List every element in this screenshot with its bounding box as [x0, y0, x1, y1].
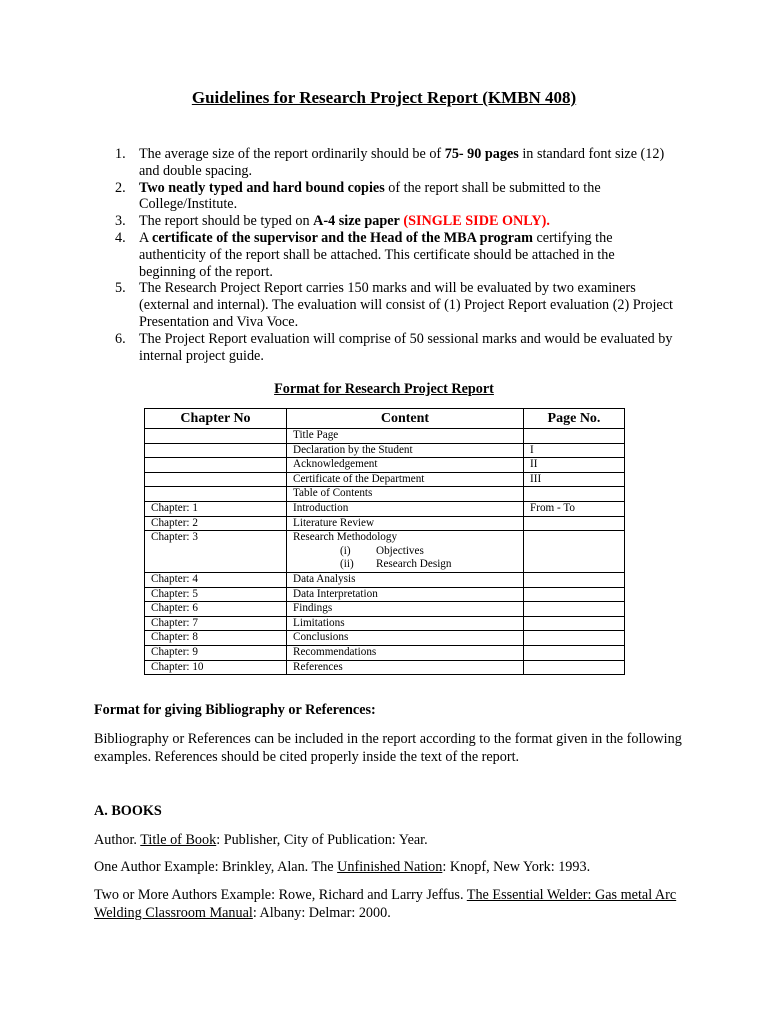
guideline-number: 6.: [115, 330, 126, 347]
page-title: Guidelines for Research Project Report (KMBN 408): [191, 88, 577, 107]
cell-chapter: [145, 429, 287, 444]
guidelines-list: [94, 146, 674, 364]
cell-chapter: Chapter: 8: [145, 631, 287, 646]
cell-page: [524, 516, 625, 531]
two-authors-post: : Albany: Delmar: 2000.: [252, 905, 391, 921]
guideline-text: The report should be typed on: [139, 213, 314, 230]
cell-content: [287, 616, 524, 631]
content-text: Limitations: [293, 616, 345, 629]
content-text: Findings: [293, 602, 333, 615]
guideline-number: 4.: [115, 229, 126, 246]
cell-chapter: Chapter: 4: [145, 572, 287, 587]
cell-chapter: [145, 458, 287, 473]
book-format-line: [94, 831, 684, 849]
content-text: Recommendations: [293, 645, 377, 658]
cell-chapter: Chapter: 9: [145, 645, 287, 660]
guideline-item: [94, 146, 674, 180]
header-chapter-no: Chapter No: [145, 409, 287, 429]
guideline-text: of the report shall be submitted to the College/Institute.: [139, 179, 601, 213]
format-table: [144, 408, 625, 675]
cell-chapter: Chapter: 3: [145, 531, 287, 573]
table-row: [145, 631, 625, 646]
one-author-example: [94, 858, 684, 876]
one-author-post: : Knopf, New York: 1993.: [442, 859, 591, 875]
table-row: [145, 616, 625, 631]
sub-item-number: (ii): [340, 558, 354, 571]
guideline-item: [94, 230, 674, 280]
cell-page: [524, 429, 625, 444]
guideline-text: A: [139, 229, 153, 246]
table-row: [145, 501, 625, 516]
content-text: Literature Review: [293, 516, 375, 529]
cell-content: [287, 472, 524, 487]
content-text: Declaration by the Student: [293, 443, 413, 456]
cell-page: [524, 645, 625, 660]
cell-content: [287, 429, 524, 444]
header-content: Content: [287, 409, 524, 429]
guideline-text: (SINGLE SIDE ONLY): [403, 213, 547, 230]
sub-item: [293, 558, 517, 572]
cell-content: [287, 501, 524, 516]
cell-page: [524, 660, 625, 675]
guideline-text: The average size of the report ordinarily should be of: [139, 146, 445, 162]
table-row: [145, 487, 625, 502]
guideline-text: The Research Project Report carries 150 marks and will be evaluated by two examiners (external and internal). The evaluation will consist of (1) Project Report evaluation (2) Project Presentation and Viva Voce.: [139, 280, 673, 330]
table-row: [145, 531, 625, 573]
cell-page: [524, 631, 625, 646]
guideline-item: [94, 180, 674, 214]
two-authors-pre: Two or More Authors Example: Rowe, Richard and Larry Jeffus.: [94, 887, 467, 903]
guideline-text: Two neatly typed and hard bound copies: [139, 179, 385, 196]
two-authors-example: [94, 886, 684, 922]
table-row: [145, 587, 625, 602]
cell-page: [524, 572, 625, 587]
two-authors-title: The Essential Welder: Gas metal Arc Welding Classroom Manual: [94, 887, 677, 921]
cell-chapter: [145, 487, 287, 502]
cell-page: [524, 602, 625, 617]
cell-chapter: Chapter: 10: [145, 660, 287, 675]
cell-content: [287, 487, 524, 502]
one-author-pre: One Author Example: Brinkley, Alan. The: [94, 859, 338, 875]
guideline-text: 75- 90 pages: [444, 146, 519, 162]
cell-chapter: [145, 443, 287, 458]
guideline-text: The Project Report evaluation will comprise of 50 sessional marks and would be evaluated by internal project guide.: [139, 330, 673, 364]
table-row: [145, 458, 625, 473]
sub-item-number: (i): [340, 544, 351, 557]
cell-content: [287, 645, 524, 660]
cell-chapter: [145, 472, 287, 487]
header-page-no: Page No.: [524, 409, 625, 429]
content-text: Research Methodology: [293, 531, 398, 544]
table-row: [145, 516, 625, 531]
cell-content: [287, 458, 524, 473]
sub-item-text: Research Design: [376, 558, 452, 571]
guideline-text: in standard font size (12) and double spacing.: [139, 146, 665, 179]
table-row: [145, 472, 625, 487]
table-row: [145, 572, 625, 587]
cell-chapter: Chapter: 2: [145, 516, 287, 531]
cell-page: [524, 531, 625, 573]
cell-chapter: Chapter: 6: [145, 602, 287, 617]
guideline-number: 5.: [115, 280, 126, 297]
content-text: Certificate of the Department: [293, 472, 425, 485]
content-text: Introduction: [293, 501, 349, 514]
cell-page: III: [524, 472, 625, 487]
table-row: [145, 443, 625, 458]
table-row: [145, 602, 625, 617]
format-pre: Author.: [94, 832, 141, 848]
content-text: Data Analysis: [293, 572, 356, 585]
cell-content: [287, 631, 524, 646]
cell-page: [524, 487, 625, 502]
cell-page: From - To: [524, 501, 625, 516]
content-text: References: [293, 660, 343, 673]
content-text: Acknowledgement: [293, 458, 378, 471]
guideline-text: certificate of the supervisor and the Head of the MBA program: [152, 229, 533, 246]
guideline-number: 2.: [115, 179, 126, 196]
content-text: Data Interpretation: [293, 587, 378, 600]
guideline-text: A-4 size paper: [313, 213, 400, 230]
format-heading: Format for Research Project Report: [274, 381, 494, 397]
cell-chapter: Chapter: 1: [145, 501, 287, 516]
cell-page: II: [524, 458, 625, 473]
content-text: Table of Contents: [293, 487, 373, 500]
guideline-item: [94, 331, 674, 365]
cell-page: I: [524, 443, 625, 458]
bibliography-heading: Format for giving Bibliography or References:: [94, 702, 376, 718]
cell-content: [287, 572, 524, 587]
cell-content: [287, 660, 524, 675]
format-title: Title of Book: [140, 832, 217, 848]
sub-item: [293, 545, 517, 559]
cell-content: [287, 587, 524, 602]
bibliography-intro: Bibliography or References can be included in the report according to the format given in the following examples. References should be cited properly inside the text of the report.: [94, 731, 682, 765]
cell-chapter: Chapter: 7: [145, 616, 287, 631]
sub-item-text: Objectives: [376, 544, 424, 557]
content-text: Title Page: [293, 429, 339, 441]
cell-content: [287, 443, 524, 458]
cell-content: [287, 602, 524, 617]
cell-content: [287, 531, 524, 573]
cell-page: [524, 616, 625, 631]
format-post: : Publisher, City of Publication: Year.: [216, 832, 428, 848]
guideline-number: 3.: [115, 213, 126, 230]
table-row: [145, 645, 625, 660]
content-text: Conclusions: [293, 631, 349, 644]
guideline-item: [94, 213, 674, 230]
cell-page: [524, 587, 625, 602]
table-row: [145, 660, 625, 675]
books-heading: A. BOOKS: [94, 803, 162, 819]
guideline-text: .: [546, 213, 550, 230]
table-header-row: [145, 409, 625, 429]
one-author-title: Unfinished Nation: [337, 859, 443, 875]
guideline-item: [94, 280, 674, 330]
cell-content: [287, 516, 524, 531]
table-row: [145, 429, 625, 444]
guideline-text: certifying the authenticity of the report shall be attached. This certificate should be attached in the beginning of the report.: [139, 229, 615, 280]
cell-chapter: Chapter: 5: [145, 587, 287, 602]
guideline-number: 1.: [115, 146, 126, 162]
